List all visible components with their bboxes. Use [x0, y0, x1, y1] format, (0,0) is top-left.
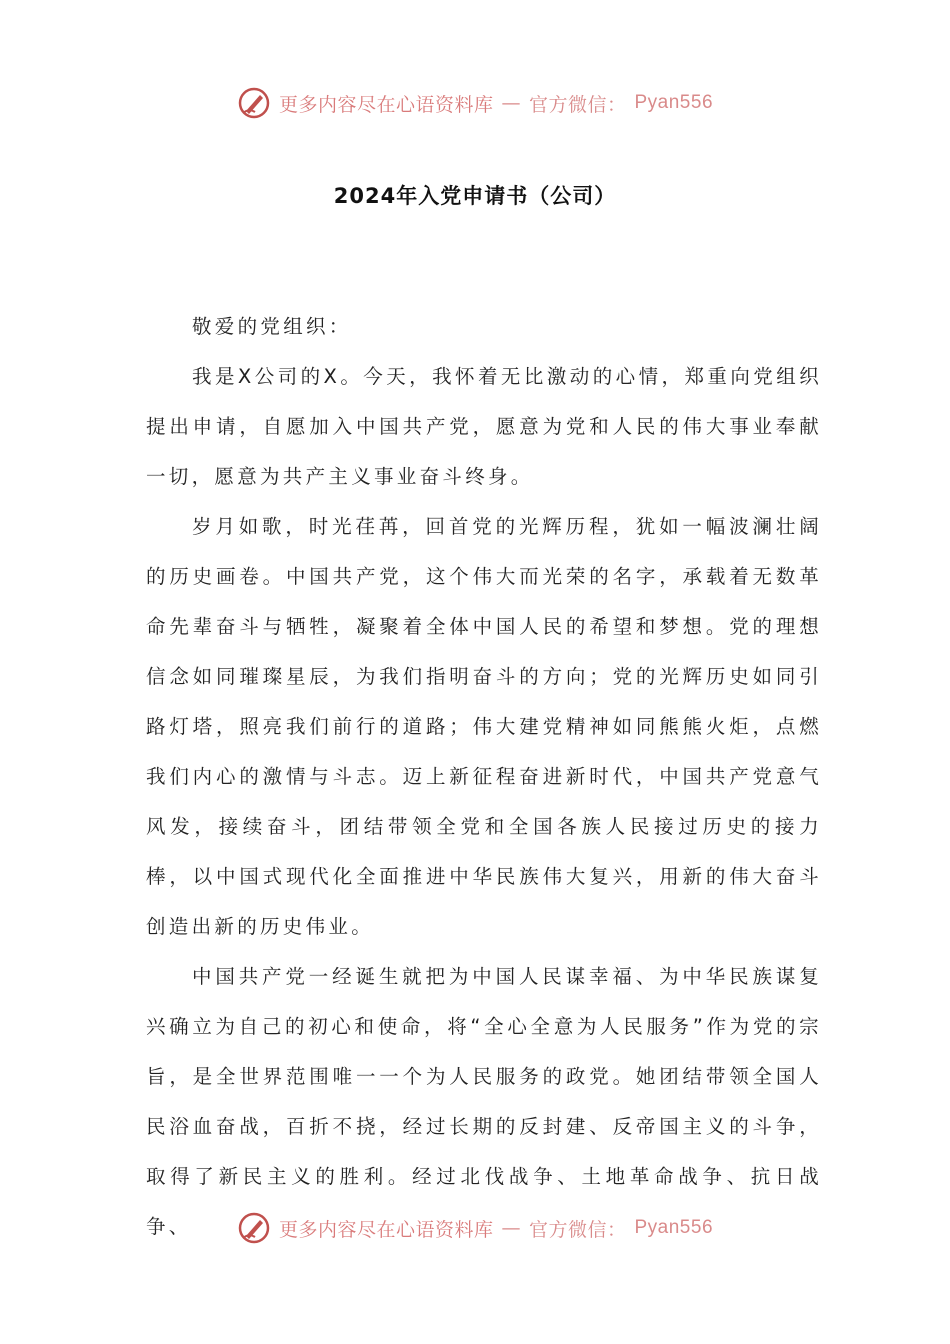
paragraph: 岁月如歌，时光荏苒，回首党的光辉历程，犹如一幅波澜壮阔的历史画卷。中国共产党，这个伟大而光荣的名字，承载着无数革命先辈奋斗与牺牲，凝聚着全体中国人民的希望和梦想。党的理想信念如同璀璨星辰，为我们指明奋斗的方向；党的光辉历史如同引路灯塔，照亮我们前行的道路；伟大建党精神如同熊熊火炬，点燃我们内心的激情与斗志。迈上新征程奋进新时代，中国共产党意气风发，接续奋斗，团结带领全党和全国各族人民接过历史的接力棒，以中国式现代化全面推进中华民族伟大复兴，用新的伟大奋斗创造出新的历史伟业。 [146, 515, 822, 938]
paragraph: 中国共产党一经诞生就把为中国人民谋幸福、为中华民族谋复兴确立为自己的初心和使命，将“全心全意为人民服务”作为党的宗旨，是全世界范围唯一一个为人民服务的政党。她团结带领全国人民浴血奋战，百折不挠，经过长期的反封建、反帝国主义的斗争，取得了新民主义的胜利。经过北伐战争、土地革命战争、抗日战争、 [146, 965, 822, 1238]
watermark-brand: 更多内容尽在心语资料库 [278, 93, 494, 116]
paragraph: 我是X公司的X。今天，我怀着无比激动的心情，郑重向党组织提出申请，自愿加入中国共产党，愿意为党和人民的伟大事业奉献一切，愿意为共产主义事业奋斗终身。 [146, 365, 822, 488]
header-watermark [0, 86, 950, 120]
watermark-dash: — [501, 1217, 521, 1239]
pen-circle-logo-icon [237, 1211, 271, 1245]
watermark-contact-id: Pyan556 [634, 1217, 714, 1238]
watermark-dash: — [501, 92, 521, 114]
pen-circle-logo-icon [237, 86, 271, 120]
watermark-contact-label: 官方微信： [528, 1218, 627, 1241]
watermark-contact-label: 官方微信： [528, 93, 627, 116]
footer-watermark [0, 1211, 950, 1245]
document-title: 2024年入党申请书（公司） [333, 184, 617, 208]
salutation: 敬爱的党组织： [192, 315, 352, 338]
watermark-contact-id: Pyan556 [634, 92, 714, 113]
watermark-brand: 更多内容尽在心语资料库 [278, 1218, 494, 1241]
document-body [146, 302, 822, 1252]
